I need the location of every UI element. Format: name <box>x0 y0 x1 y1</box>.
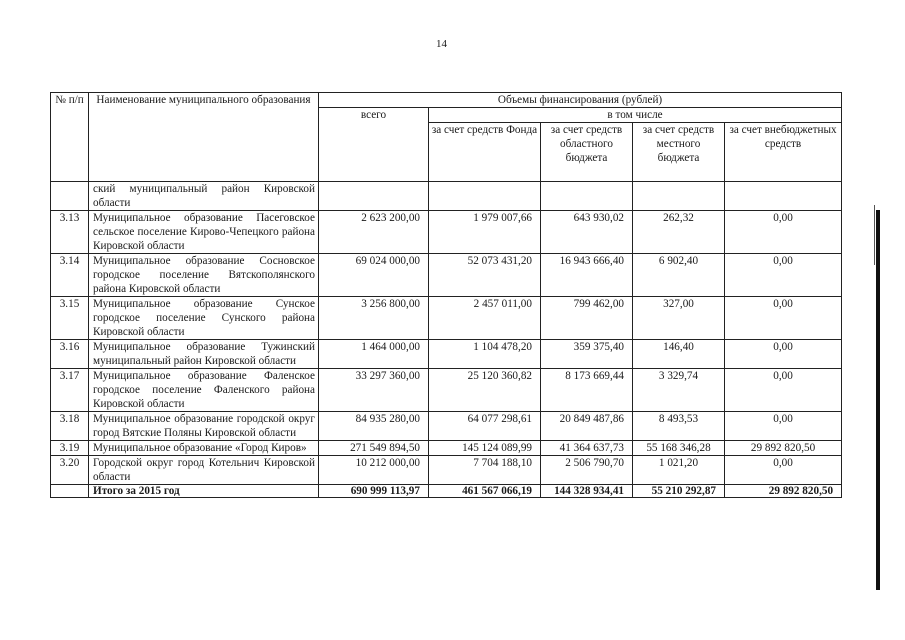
total-fund: 461 567 066,19 <box>429 485 541 498</box>
total-regional: 144 328 934,41 <box>541 485 633 498</box>
table-row <box>51 441 842 456</box>
row-fund: 1 979 007,66 <box>429 211 541 254</box>
row-local: 55 168 346,28 <box>633 441 725 456</box>
header-fund: за счет средств Фонда <box>429 123 541 182</box>
continued-row <box>51 182 842 211</box>
scan-edge-artifact <box>876 210 880 590</box>
row-regional: 643 930,02 <box>541 211 633 254</box>
row-regional: 20 849 487,86 <box>541 412 633 441</box>
row-fund: 64 077 298,61 <box>429 412 541 441</box>
scan-artifact <box>874 205 875 265</box>
header-name: Наименование муниципального образования <box>89 93 319 182</box>
table-row <box>51 369 842 412</box>
total-local: 55 210 292,87 <box>633 485 725 498</box>
row-total: 69 024 000,00 <box>319 254 429 297</box>
row-extra: 0,00 <box>725 211 842 254</box>
continued-num <box>51 182 89 211</box>
row-extra: 0,00 <box>725 340 842 369</box>
header-local: за счет средств местного бюджета <box>633 123 725 182</box>
row-num: 3.15 <box>51 297 89 340</box>
row-municipality-name: Муниципальное образование Сунское городское поселение Сунского района Кировской области <box>89 297 319 340</box>
row-extra: 29 892 820,50 <box>725 441 842 456</box>
table-body <box>51 182 842 498</box>
row-municipality-name: Муниципальное образование «Город Киров» <box>89 441 319 456</box>
row-regional: 41 364 637,73 <box>541 441 633 456</box>
continued-name: ский муниципальный район Кировской области <box>89 182 319 211</box>
row-total: 10 212 000,00 <box>319 456 429 485</box>
header-num: № п/п <box>51 93 89 182</box>
row-municipality-name: Муниципальное образование Пасеговское сельское поселение Кирово-Чепецкого района Кировской области <box>89 211 319 254</box>
row-fund: 7 704 188,10 <box>429 456 541 485</box>
row-num: 3.16 <box>51 340 89 369</box>
row-municipality-name: Муниципальное образование городской округ город Вятские Поляны Кировской области <box>89 412 319 441</box>
row-municipality-name: Муниципальное образование Сосновское городское поселение Вятскополянского района Кировской области <box>89 254 319 297</box>
row-num: 3.14 <box>51 254 89 297</box>
row-fund: 52 073 431,20 <box>429 254 541 297</box>
total-num <box>51 485 89 498</box>
row-fund: 1 104 478,20 <box>429 340 541 369</box>
total-total: 690 999 113,97 <box>319 485 429 498</box>
row-local: 1 021,20 <box>633 456 725 485</box>
row-local: 6 902,40 <box>633 254 725 297</box>
row-total: 84 935 280,00 <box>319 412 429 441</box>
table-row <box>51 412 842 441</box>
row-local: 8 493,53 <box>633 412 725 441</box>
header-extra: за счет внебюджетных средств <box>725 123 842 182</box>
row-regional: 2 506 790,70 <box>541 456 633 485</box>
row-extra: 0,00 <box>725 369 842 412</box>
total-label: Итого за 2015 год <box>89 485 319 498</box>
row-fund: 145 124 089,99 <box>429 441 541 456</box>
header-total: всего <box>319 108 429 182</box>
row-regional: 799 462,00 <box>541 297 633 340</box>
financing-table <box>50 92 842 498</box>
row-total: 2 623 200,00 <box>319 211 429 254</box>
row-num: 3.20 <box>51 456 89 485</box>
row-num: 3.18 <box>51 412 89 441</box>
row-regional: 16 943 666,40 <box>541 254 633 297</box>
row-local: 146,40 <box>633 340 725 369</box>
row-total: 33 297 360,00 <box>319 369 429 412</box>
row-total: 3 256 800,00 <box>319 297 429 340</box>
total-extra: 29 892 820,50 <box>725 485 842 498</box>
row-local: 327,00 <box>633 297 725 340</box>
row-municipality-name: Городской округ город Котельнич Кировской области <box>89 456 319 485</box>
table-row <box>51 297 842 340</box>
table-row <box>51 254 842 297</box>
table-row <box>51 340 842 369</box>
table-row <box>51 211 842 254</box>
row-num: 3.19 <box>51 441 89 456</box>
header-regional: за счет средств областного бюджета <box>541 123 633 182</box>
row-num: 3.13 <box>51 211 89 254</box>
row-extra: 0,00 <box>725 412 842 441</box>
row-extra: 0,00 <box>725 297 842 340</box>
row-regional: 359 375,40 <box>541 340 633 369</box>
total-row <box>51 485 842 498</box>
row-local: 262,32 <box>633 211 725 254</box>
table-row <box>51 456 842 485</box>
row-extra: 0,00 <box>725 254 842 297</box>
row-total: 1 464 000,00 <box>319 340 429 369</box>
header-volumes: Объемы финансирования (рублей) <box>319 93 842 108</box>
row-num: 3.17 <box>51 369 89 412</box>
row-fund: 2 457 011,00 <box>429 297 541 340</box>
row-municipality-name: Муниципальное образование Фаленское городское поселение Фаленского района Кировской области <box>89 369 319 412</box>
row-fund: 25 120 360,82 <box>429 369 541 412</box>
row-extra: 0,00 <box>725 456 842 485</box>
row-municipality-name: Муниципальное образование Тужинский муниципальный район Кировской области <box>89 340 319 369</box>
row-total: 271 549 894,50 <box>319 441 429 456</box>
header-including: в том числе <box>429 108 842 123</box>
row-regional: 8 173 669,44 <box>541 369 633 412</box>
page-number: 14 <box>436 38 447 50</box>
row-local: 3 329,74 <box>633 369 725 412</box>
